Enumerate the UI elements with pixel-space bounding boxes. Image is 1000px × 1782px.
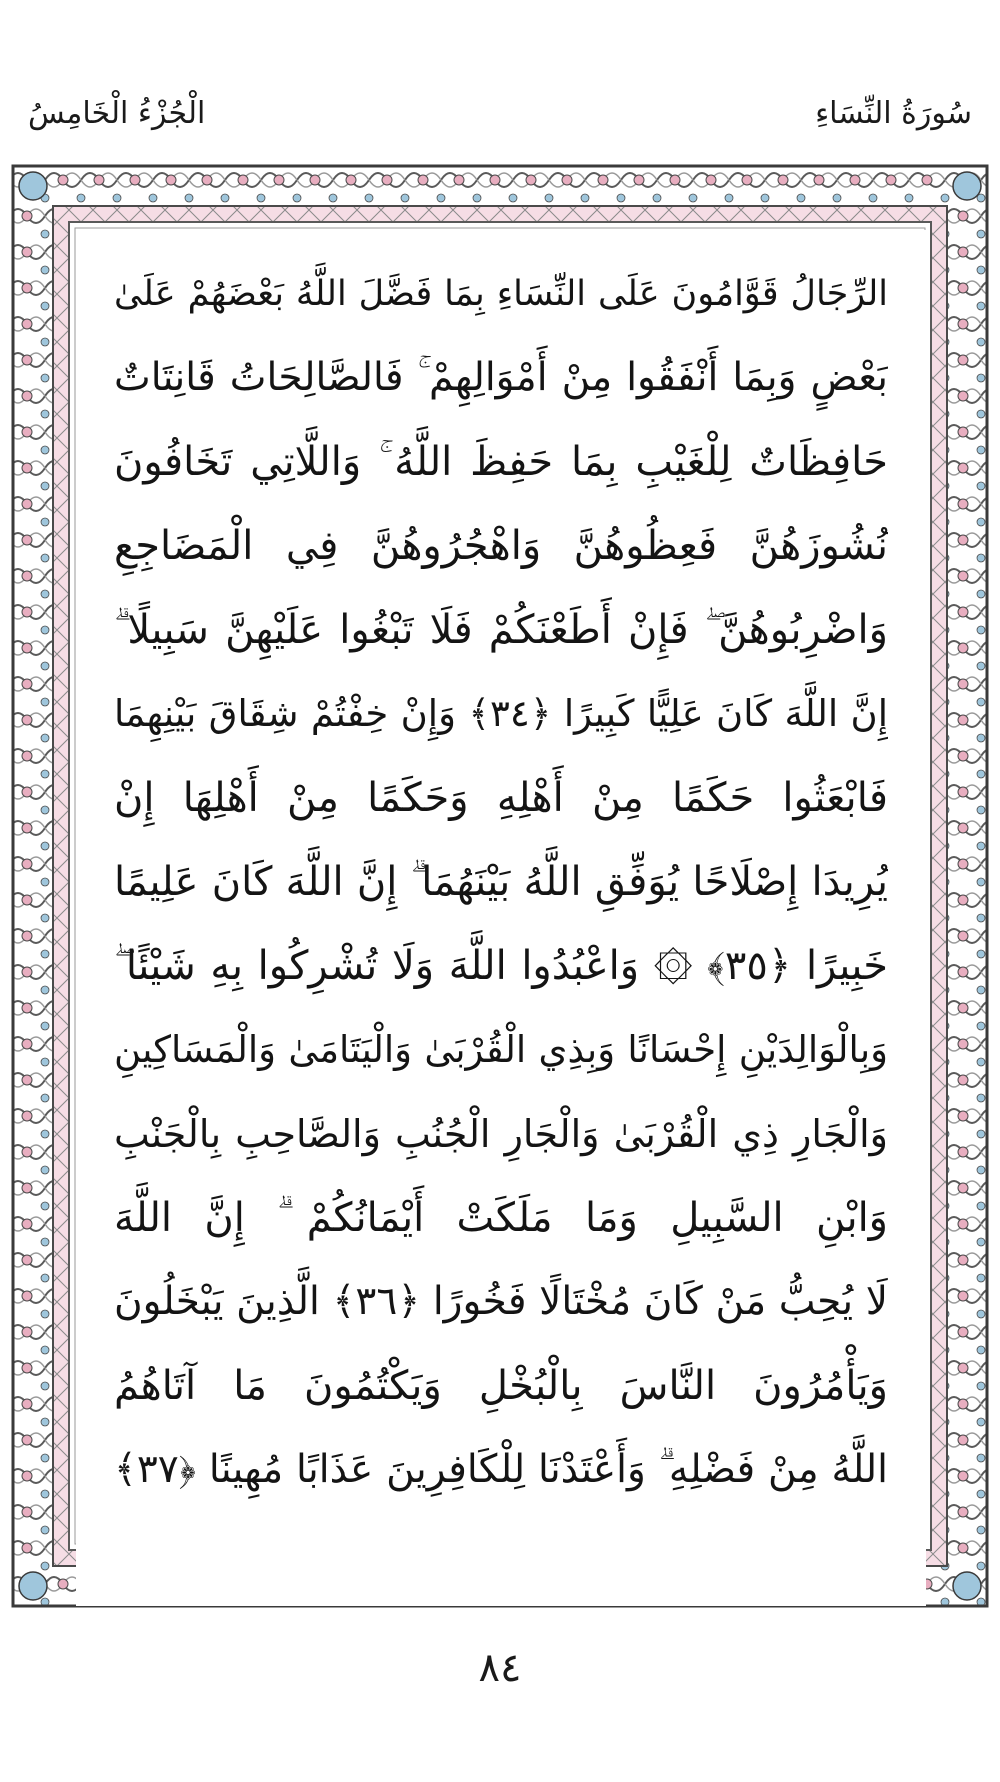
- surah-name: سُورَةُ النِّسَاءِ: [815, 96, 972, 131]
- text-line-12: وَابْنِ السَّبِيلِ وَمَا مَلَكَتْ أَيْمَانُكُمْ ۗ إِنَّ اللَّهَ: [114, 1195, 888, 1241]
- text-line-14: وَيَأْمُرُونَ النَّاسَ بِالْبُخْلِ وَيَكْتُمُونَ مَا آتَاهُمُ: [114, 1363, 888, 1409]
- text-line-1: الرِّجَالُ قَوَّامُونَ عَلَى النِّسَاءِ بِمَا فَضَّلَ اللَّهُ بَعْضَهُمْ عَلَىٰ: [114, 274, 888, 314]
- page-header: [0, 0, 1000, 160]
- text-line-2: بَعْضٍ وَبِمَا أَنْفَقُوا مِنْ أَمْوَالِهِمْ ۚ فَالصَّالِحَاتُ قَانِتَاتٌ: [114, 355, 888, 400]
- text-line-8: يُرِيدَا إِصْلَاحًا يُوَفِّقِ اللَّهُ بَيْنَهُمَا ۗ إِنَّ اللَّهَ كَانَ عَلِيمًا: [114, 859, 888, 905]
- quran-text-panel: [76, 230, 926, 1606]
- text-line-9: خَبِيرًا ﴿٣٥﴾ ۞ وَاعْبُدُوا اللَّهَ وَلَا تُشْرِكُوا بِهِ شَيْئًا ۖ: [114, 943, 888, 989]
- text-line-3: حَافِظَاتٌ لِلْغَيْبِ بِمَا حَفِظَ اللَّهُ ۚ وَاللَّاتِي تَخَافُونَ: [114, 439, 888, 485]
- page-number: ٨٤: [478, 1645, 522, 1691]
- text-line-4: نُشُوزَهُنَّ فَعِظُوهُنَّ وَاهْجُرُوهُنَّ فِي الْمَضَاجِعِ: [114, 523, 888, 569]
- text-line-13: لَا يُحِبُّ مَنْ كَانَ مُخْتَالًا فَخُورًا ﴿٣٦﴾ الَّذِينَ يَبْخَلُونَ: [114, 1279, 888, 1324]
- text-line-5: وَاضْرِبُوهُنَّ ۖ فَإِنْ أَطَعْنَكُمْ فَلَا تَبْغُوا عَلَيْهِنَّ سَبِيلًا ۗ: [114, 607, 888, 653]
- juz-name: الْجُزْءُ الْخَامِسُ: [28, 96, 206, 131]
- text-line-15: اللَّهُ مِنْ فَضْلِهِ ۗ وَأَعْتَدْنَا لِلْكَافِرِينَ عَذَابًا مُهِينًا ﴿٣٧﴾: [114, 1447, 888, 1492]
- text-line-7: فَابْعَثُوا حَكَمًا مِنْ أَهْلِهِ وَحَكَمًا مِنْ أَهْلِهَا إِنْ: [114, 775, 888, 821]
- text-line-6: إِنَّ اللَّهَ كَانَ عَلِيًّا كَبِيرًا ﴿٣٤﴾ وَإِنْ خِفْتُمْ شِقَاقَ بَيْنِهِمَا: [114, 692, 888, 735]
- text-line-10: وَبِالْوَالِدَيْنِ إِحْسَانًا وَبِذِي الْقُرْبَىٰ وَالْيَتَامَىٰ وَالْمَسَاكِينِ: [114, 1028, 888, 1071]
- verse-lines: [114, 252, 888, 1512]
- text-line-11: وَالْجَارِ ذِي الْقُرْبَىٰ وَالْجَارِ الْجُنُبِ وَالصَّاحِبِ بِالْجَنْبِ: [114, 1112, 888, 1156]
